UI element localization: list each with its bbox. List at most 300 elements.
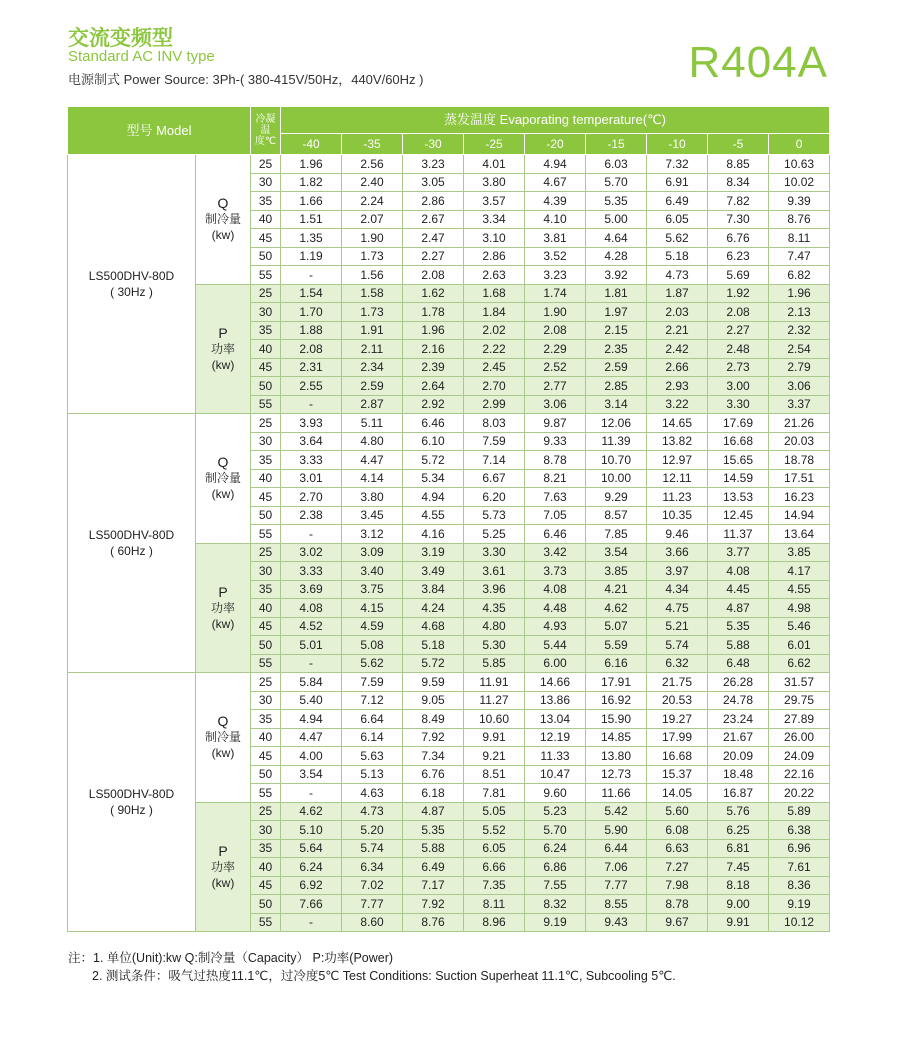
title-en: Standard AC INV type: [68, 48, 215, 65]
q-label-unit: (kw): [211, 746, 235, 761]
q-value-cell: 3.45: [342, 506, 403, 525]
q-value-cell: 1.19: [281, 247, 342, 266]
q-value-cell: 7.30: [708, 210, 769, 229]
p-value-cell: 3.06: [525, 395, 586, 414]
cond-temp-cell: 50: [251, 765, 281, 784]
q-value-cell: 26.00: [769, 728, 830, 747]
p-value-cell: 6.96: [769, 839, 830, 858]
q-value-cell: 2.38: [281, 506, 342, 525]
model-name: LS500DHV-80D: [88, 269, 175, 283]
p-value-cell: 1.96: [403, 321, 464, 340]
q-value-cell: 5.73: [464, 506, 525, 525]
q-value-cell: 12.11: [647, 469, 708, 488]
p-value-cell: 1.73: [342, 303, 403, 322]
q-value-cell: 16.68: [647, 747, 708, 766]
p-value-cell: 9.19: [525, 913, 586, 932]
q-value-cell: 3.81: [525, 229, 586, 248]
cond-temp-cell: 30: [251, 173, 281, 192]
p-value-cell: 5.07: [586, 617, 647, 636]
cond-temp-cell: 25: [251, 543, 281, 562]
p-value-cell: 7.17: [403, 876, 464, 895]
q-value-cell: 6.67: [464, 469, 525, 488]
q-value-cell: 3.05: [403, 173, 464, 192]
p-value-cell: 9.19: [769, 895, 830, 914]
cond-temp-cell: 35: [251, 321, 281, 340]
cond-temp-cell: 30: [251, 303, 281, 322]
q-value-cell: 13.04: [525, 710, 586, 729]
p-value-cell: 5.30: [464, 636, 525, 655]
p-value-cell: 7.61: [769, 858, 830, 877]
p-value-cell: 5.18: [403, 636, 464, 655]
p-value-cell: 4.08: [281, 599, 342, 618]
p-value-cell: 7.55: [525, 876, 586, 895]
p-value-cell: 6.38: [769, 821, 830, 840]
p-value-cell: 2.03: [647, 303, 708, 322]
p-value-cell: 1.88: [281, 321, 342, 340]
q-value-cell: 9.46: [647, 525, 708, 544]
p-value-cell: 2.70: [464, 377, 525, 396]
p-value-cell: 3.19: [403, 543, 464, 562]
p-value-cell: 1.84: [464, 303, 525, 322]
q-value-cell: 4.73: [647, 266, 708, 285]
q-value-cell: 3.93: [281, 414, 342, 433]
p-value-cell: 5.35: [403, 821, 464, 840]
p-value-cell: 4.93: [525, 617, 586, 636]
q-value-cell: 5.35: [586, 192, 647, 211]
q-value-cell: 5.62: [647, 229, 708, 248]
q-value-cell: 7.92: [403, 728, 464, 747]
p-value-cell: 5.52: [464, 821, 525, 840]
cond-temp-cell: 50: [251, 636, 281, 655]
q-value-cell: 3.57: [464, 192, 525, 211]
cond-temp-cell: 25: [251, 414, 281, 433]
q-value-cell: 4.67: [525, 173, 586, 192]
p-value-cell: 5.42: [586, 802, 647, 821]
p-value-cell: 4.45: [708, 580, 769, 599]
p-value-cell: 4.08: [525, 580, 586, 599]
p-value-cell: 7.27: [647, 858, 708, 877]
p-value-cell: 6.63: [647, 839, 708, 858]
p-value-cell: 2.85: [586, 377, 647, 396]
q-value-cell: 14.65: [647, 414, 708, 433]
q-value-cell: 5.40: [281, 691, 342, 710]
q-value-cell: 2.27: [403, 247, 464, 266]
model-frequency: ( 30Hz ): [110, 285, 153, 299]
model-cell: [68, 414, 196, 673]
cond-temp-cell: 40: [251, 728, 281, 747]
p-value-cell: 4.98: [769, 599, 830, 618]
q-value-cell: 9.21: [464, 747, 525, 766]
q-value-cell: 6.14: [342, 728, 403, 747]
p-value-cell: 2.08: [525, 321, 586, 340]
p-value-cell: 8.32: [525, 895, 586, 914]
p-value-cell: 5.05: [464, 802, 525, 821]
cond-temp-cell: 25: [251, 802, 281, 821]
p-value-cell: 5.74: [647, 636, 708, 655]
cond-temp-cell: 45: [251, 747, 281, 766]
q-value-cell: 6.46: [525, 525, 586, 544]
q-value-cell: 10.02: [769, 173, 830, 192]
q-value-cell: 24.78: [708, 691, 769, 710]
q-value-cell: 6.82: [769, 266, 830, 285]
q-value-cell: 4.16: [403, 525, 464, 544]
q-value-cell: 8.03: [464, 414, 525, 433]
p-label-symbol: P: [218, 583, 228, 600]
q-value-cell: 4.55: [403, 506, 464, 525]
q-value-cell: 1.90: [342, 229, 403, 248]
p-value-cell: 4.62: [586, 599, 647, 618]
p-value-cell: 7.92: [403, 895, 464, 914]
p-value-cell: 5.88: [403, 839, 464, 858]
q-value-cell: 14.66: [525, 673, 586, 692]
q-value-cell: 9.87: [525, 414, 586, 433]
p-value-cell: 4.87: [403, 802, 464, 821]
p-value-cell: 3.97: [647, 562, 708, 581]
q-value-cell: 11.23: [647, 488, 708, 507]
p-value-cell: 2.45: [464, 358, 525, 377]
q-value-cell: 20.03: [769, 432, 830, 451]
q-value-cell: 3.54: [281, 765, 342, 784]
q-value-cell: 31.57: [769, 673, 830, 692]
performance-table: [67, 106, 830, 932]
q-value-cell: 4.94: [403, 488, 464, 507]
p-value-cell: 1.81: [586, 284, 647, 303]
p-value-cell: 2.16: [403, 340, 464, 359]
p-value-cell: 5.01: [281, 636, 342, 655]
evap-temp-cell: -25: [464, 134, 525, 155]
p-value-cell: 6.86: [525, 858, 586, 877]
p-value-cell: 2.22: [464, 340, 525, 359]
q-value-cell: 12.73: [586, 765, 647, 784]
q-value-cell: 14.05: [647, 784, 708, 803]
p-value-cell: 7.77: [586, 876, 647, 895]
p-value-cell: 3.30: [464, 543, 525, 562]
q-value-cell: 11.91: [464, 673, 525, 692]
p-value-cell: 5.21: [647, 617, 708, 636]
cond-temp-cell: 30: [251, 691, 281, 710]
p-value-cell: 5.23: [525, 802, 586, 821]
p-value-cell: 2.99: [464, 395, 525, 414]
q-value-cell: 9.29: [586, 488, 647, 507]
q-value-cell: 15.90: [586, 710, 647, 729]
p-value-cell: 5.76: [708, 802, 769, 821]
q-value-cell: 4.14: [342, 469, 403, 488]
q-value-cell: 9.33: [525, 432, 586, 451]
cond-temp-cell: 40: [251, 469, 281, 488]
q-value-cell: 10.60: [464, 710, 525, 729]
q-value-cell: 13.53: [708, 488, 769, 507]
q-label-name: 制冷量: [204, 471, 241, 486]
p-value-cell: 4.68: [403, 617, 464, 636]
q-value-cell: 8.76: [769, 210, 830, 229]
p-value-cell: 8.78: [647, 895, 708, 914]
q-value-cell: 1.66: [281, 192, 342, 211]
q-value-cell: 8.78: [525, 451, 586, 470]
q-value-cell: 1.56: [342, 266, 403, 285]
q-value-cell: -: [281, 525, 342, 544]
q-value-cell: 7.59: [464, 432, 525, 451]
q-value-cell: 6.20: [464, 488, 525, 507]
p-value-cell: 6.00: [525, 654, 586, 673]
q-label-name: 制冷量: [204, 212, 241, 227]
p-value-cell: 6.49: [403, 858, 464, 877]
q-value-cell: 13.80: [586, 747, 647, 766]
cond-temp-cell: 45: [251, 229, 281, 248]
model-frequency: ( 90Hz ): [110, 803, 153, 817]
q-value-cell: 10.47: [525, 765, 586, 784]
q-value-cell: 24.09: [769, 747, 830, 766]
p-value-cell: 6.16: [586, 654, 647, 673]
p-value-cell: 5.70: [525, 821, 586, 840]
p-value-cell: 6.81: [708, 839, 769, 858]
table-row: [68, 673, 830, 692]
q-value-cell: 1.73: [342, 247, 403, 266]
q-value-cell: 9.59: [403, 673, 464, 692]
p-value-cell: 3.37: [769, 395, 830, 414]
cond-temp-cell: 40: [251, 210, 281, 229]
q-value-cell: 6.46: [403, 414, 464, 433]
q-value-cell: 17.99: [647, 728, 708, 747]
p-value-cell: 6.62: [769, 654, 830, 673]
cond-temp-cell: 25: [251, 673, 281, 692]
q-value-cell: 2.07: [342, 210, 403, 229]
q-value-cell: 6.91: [647, 173, 708, 192]
q-label-symbol: Q: [217, 195, 229, 212]
q-value-cell: 2.70: [281, 488, 342, 507]
q-value-cell: 13.64: [769, 525, 830, 544]
cond-temp-cell: 30: [251, 562, 281, 581]
q-value-cell: 8.11: [769, 229, 830, 248]
power-source: 电源制式 Power Source: 3Ph-( 380-415V/50Hz，440V/60Hz ): [68, 72, 424, 87]
q-label-cell: [196, 155, 251, 285]
q-value-cell: 17.69: [708, 414, 769, 433]
q-value-cell: 2.86: [403, 192, 464, 211]
q-value-cell: 6.03: [586, 155, 647, 174]
p-value-cell: 2.59: [586, 358, 647, 377]
q-value-cell: 3.23: [525, 266, 586, 285]
p-value-cell: 1.70: [281, 303, 342, 322]
q-value-cell: 2.86: [464, 247, 525, 266]
evap-temp-header: 蒸发温度 Evaporating temperature(℃): [281, 107, 830, 134]
cond-temp-cell: 40: [251, 599, 281, 618]
q-value-cell: 7.81: [464, 784, 525, 803]
cond-temp-header: 冷凝温度℃: [251, 107, 281, 155]
p-value-cell: 7.35: [464, 876, 525, 895]
q-value-cell: 2.40: [342, 173, 403, 192]
q-value-cell: 3.80: [464, 173, 525, 192]
q-value-cell: 13.82: [647, 432, 708, 451]
q-value-cell: 5.25: [464, 525, 525, 544]
p-value-cell: 5.90: [586, 821, 647, 840]
q-value-cell: 15.37: [647, 765, 708, 784]
q-value-cell: 26.28: [708, 673, 769, 692]
p-value-cell: 3.54: [586, 543, 647, 562]
model-cell: [68, 673, 196, 932]
p-label-cell: [196, 543, 251, 673]
q-value-cell: 7.05: [525, 506, 586, 525]
q-value-cell: 18.48: [708, 765, 769, 784]
p-value-cell: 3.02: [281, 543, 342, 562]
q-value-cell: 12.45: [708, 506, 769, 525]
p-value-cell: 7.02: [342, 876, 403, 895]
cond-temp-cell: 50: [251, 506, 281, 525]
p-value-cell: 4.21: [586, 580, 647, 599]
cond-temp-cell: 30: [251, 432, 281, 451]
p-value-cell: 7.66: [281, 895, 342, 914]
q-value-cell: 10.00: [586, 469, 647, 488]
q-value-cell: 21.26: [769, 414, 830, 433]
cond-temp-cell: 35: [251, 710, 281, 729]
p-value-cell: 5.46: [769, 617, 830, 636]
q-value-cell: 6.64: [342, 710, 403, 729]
evap-temp-cell: -15: [586, 134, 647, 155]
p-value-cell: 7.77: [342, 895, 403, 914]
p-value-cell: 4.80: [464, 617, 525, 636]
p-value-cell: 3.66: [647, 543, 708, 562]
p-value-cell: 6.48: [708, 654, 769, 673]
q-value-cell: 4.47: [281, 728, 342, 747]
cond-temp-cell: 45: [251, 876, 281, 895]
q-value-cell: 2.24: [342, 192, 403, 211]
p-value-cell: -: [281, 395, 342, 414]
q-value-cell: 22.16: [769, 765, 830, 784]
p-value-cell: 1.97: [586, 303, 647, 322]
p-value-cell: 3.00: [708, 377, 769, 396]
q-value-cell: 7.82: [708, 192, 769, 211]
p-value-cell: 2.21: [647, 321, 708, 340]
p-value-cell: 1.54: [281, 284, 342, 303]
q-value-cell: 4.63: [342, 784, 403, 803]
q-value-cell: 6.76: [708, 229, 769, 248]
p-value-cell: 4.24: [403, 599, 464, 618]
q-value-cell: 14.59: [708, 469, 769, 488]
p-value-cell: 5.59: [586, 636, 647, 655]
p-value-cell: 3.40: [342, 562, 403, 581]
p-value-cell: 9.43: [586, 913, 647, 932]
q-value-cell: 29.75: [769, 691, 830, 710]
evap-temp-cell: 0: [769, 134, 830, 155]
q-value-cell: 1.82: [281, 173, 342, 192]
q-value-cell: 5.34: [403, 469, 464, 488]
q-value-cell: 6.10: [403, 432, 464, 451]
p-value-cell: 1.74: [525, 284, 586, 303]
p-value-cell: 4.59: [342, 617, 403, 636]
p-value-cell: 5.85: [464, 654, 525, 673]
q-label-symbol: Q: [217, 713, 229, 730]
p-value-cell: -: [281, 913, 342, 932]
q-value-cell: 18.78: [769, 451, 830, 470]
q-value-cell: 3.80: [342, 488, 403, 507]
p-value-cell: 3.33: [281, 562, 342, 581]
q-value-cell: 3.33: [281, 451, 342, 470]
p-value-cell: 1.92: [708, 284, 769, 303]
p-value-cell: 3.96: [464, 580, 525, 599]
p-value-cell: 9.67: [647, 913, 708, 932]
evap-temp-cell: -20: [525, 134, 586, 155]
q-value-cell: 4.94: [281, 710, 342, 729]
q-value-cell: 8.21: [525, 469, 586, 488]
cond-temp-cell: 55: [251, 266, 281, 285]
p-value-cell: 6.08: [647, 821, 708, 840]
q-value-cell: 3.12: [342, 525, 403, 544]
p-value-cell: 2.92: [403, 395, 464, 414]
q-value-cell: 3.92: [586, 266, 647, 285]
p-value-cell: 8.60: [342, 913, 403, 932]
q-value-cell: 5.72: [403, 451, 464, 470]
q-value-cell: 5.84: [281, 673, 342, 692]
p-value-cell: 5.08: [342, 636, 403, 655]
q-value-cell: 5.11: [342, 414, 403, 433]
p-value-cell: 2.39: [403, 358, 464, 377]
q-value-cell: 12.06: [586, 414, 647, 433]
cond-temp-cell: 45: [251, 488, 281, 507]
p-value-cell: 3.09: [342, 543, 403, 562]
cond-temp-cell: 25: [251, 155, 281, 174]
p-value-cell: 7.45: [708, 858, 769, 877]
q-label-cell: [196, 414, 251, 544]
q-value-cell: 5.69: [708, 266, 769, 285]
p-value-cell: 4.62: [281, 802, 342, 821]
cond-temp-cell: 35: [251, 451, 281, 470]
p-value-cell: 5.20: [342, 821, 403, 840]
q-value-cell: -: [281, 266, 342, 285]
q-value-cell: 12.97: [647, 451, 708, 470]
p-value-cell: 6.05: [464, 839, 525, 858]
p-value-cell: 3.61: [464, 562, 525, 581]
p-value-cell: 3.30: [708, 395, 769, 414]
q-value-cell: 2.56: [342, 155, 403, 174]
p-value-cell: 2.54: [769, 340, 830, 359]
q-value-cell: 5.70: [586, 173, 647, 192]
p-value-cell: 2.11: [342, 340, 403, 359]
q-label-symbol: Q: [217, 454, 229, 471]
q-value-cell: 7.59: [342, 673, 403, 692]
p-value-cell: 2.15: [586, 321, 647, 340]
p-value-cell: 8.18: [708, 876, 769, 895]
p-value-cell: 2.52: [525, 358, 586, 377]
q-value-cell: 4.47: [342, 451, 403, 470]
q-value-cell: 21.67: [708, 728, 769, 747]
q-value-cell: 2.63: [464, 266, 525, 285]
p-value-cell: 2.59: [342, 377, 403, 396]
p-value-cell: 4.87: [708, 599, 769, 618]
q-value-cell: 9.60: [525, 784, 586, 803]
q-value-cell: 16.23: [769, 488, 830, 507]
q-value-cell: 17.91: [586, 673, 647, 692]
q-value-cell: 8.34: [708, 173, 769, 192]
p-value-cell: 3.69: [281, 580, 342, 599]
p-value-cell: 3.85: [769, 543, 830, 562]
q-value-cell: 8.49: [403, 710, 464, 729]
q-value-cell: 3.01: [281, 469, 342, 488]
q-value-cell: 14.94: [769, 506, 830, 525]
p-value-cell: 2.27: [708, 321, 769, 340]
evap-temp-cell: -5: [708, 134, 769, 155]
p-value-cell: 3.49: [403, 562, 464, 581]
q-value-cell: 5.13: [342, 765, 403, 784]
cond-temp-cell: 45: [251, 617, 281, 636]
q-value-cell: 4.80: [342, 432, 403, 451]
p-value-cell: 1.58: [342, 284, 403, 303]
q-value-cell: 17.51: [769, 469, 830, 488]
p-value-cell: -: [281, 654, 342, 673]
p-value-cell: 3.22: [647, 395, 708, 414]
p-value-cell: 2.93: [647, 377, 708, 396]
p-value-cell: 1.68: [464, 284, 525, 303]
p-value-cell: 1.87: [647, 284, 708, 303]
q-value-cell: 7.32: [647, 155, 708, 174]
q-value-cell: 21.75: [647, 673, 708, 692]
